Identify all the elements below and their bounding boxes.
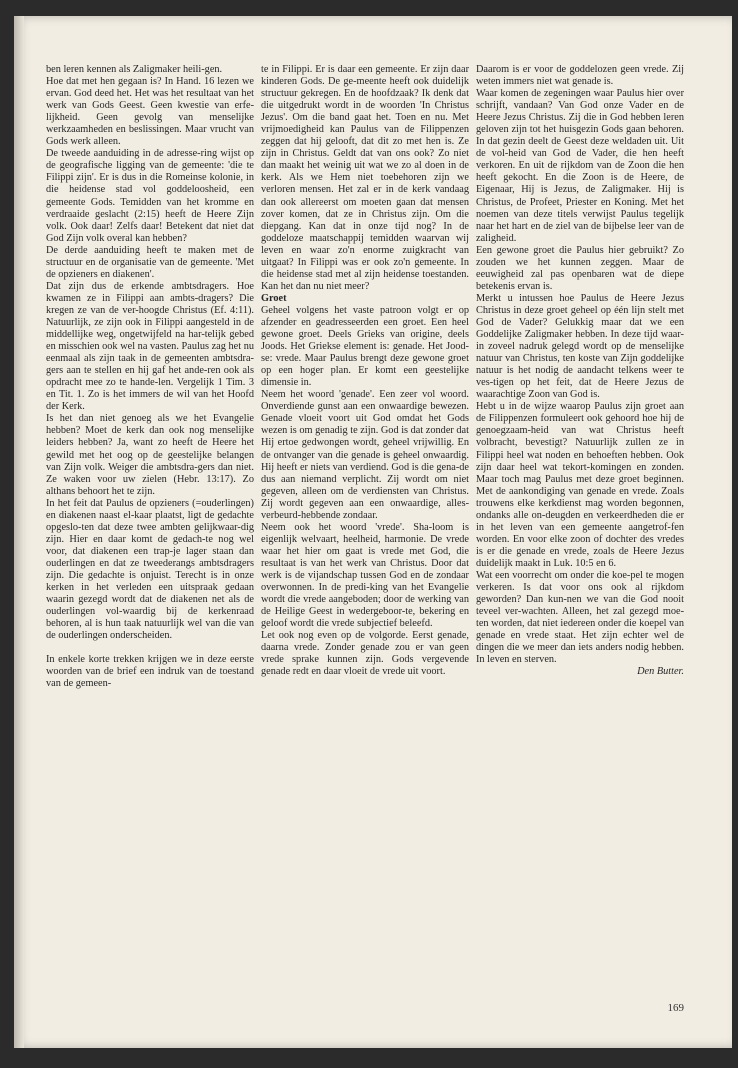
author-signature: Den Butter. xyxy=(637,666,684,678)
paragraph: Neem het woord 'genade'. Een zeer vol woord. Onverdiende gunst aan een onwaardige bewezen. Genade vloeit voort uit God omdat het Gods wezen is om genadig te zijn. God is dat zonder dat Hij ertoe gedwongen wordt, geheel vrijwillig. En de ontvanger van die genade is geheel onwaardig. Hij heeft er niets van verdiend. God is die gena-de dus aan niemand verplicht. Zij wordt om niet gegeven, alleen om de verdiensten van Christus. Zij wordt gegeven aan een onwaardige, alles-verbeurd-hebbende zondaar. xyxy=(261,389,469,521)
magazine-page xyxy=(14,16,732,1048)
page-gutter xyxy=(14,16,24,1048)
paragraph: Wat een voorrecht om onder die koe-pel te mogen verkeren. Is dat voor ons ook al rijkdom geworden? Dan kun-nen we van die God nooit teveel ver-wachten. Alleen, het zal gezegd moe-ten worden, dat niet iedereen onder die koepel van genade en vrede staat. Het zijn echter wel de dingen die we meer dan iets anders nodig hebben. In leven en sterven. xyxy=(476,569,684,666)
column-2 xyxy=(261,64,469,678)
paragraph: Geheel volgens het vaste patroon volgt er op afzender en geadresseerden een groet. Een heel gewone groet. Deels Grieks van origine, deels Joods. Het Griekse element is: genade. Het Jood-se: vrede. Maar Paulus brengt deze gewone groet op een hoger plan. Er komt een geestelijke dimensie in. xyxy=(261,304,469,389)
paragraph: Een gewone groet die Paulus hier gebruikt? Zo zouden we het kunnen zeggen. Maar de eeuwigheid zal pas openbaren wat de diepe betekenis ervan is. xyxy=(476,244,684,292)
paragraph: De derde aanduiding heeft te maken met de structuur en de organisatie van de gemeente. 'Met de opzieners en diakenen'. xyxy=(46,244,254,280)
column-1 xyxy=(46,64,254,690)
paragraph: Hebt u in de wijze waarop Paulus zijn groet aan de Filippenzen formuleert ook gehoord hoe hij de genoegzaam-heid van wat Christus heeft volbracht, bevestigt? Natuurlijk zullen ze in Filippi heel wat noden en behoeften hebben. Ook zijn daar heel wat tekort-komingen en zonden. Maar toch mag Paulus met deze groet beginnen. Met de aankondiging van genade en vrede. Zoals trouwens elke kerkdienst mag worden begonnen, ondanks alle on-deugden en verkeerdheden die er in het leven van een gemeente aangetrof-fen worden. En voor elke zoon of dochter des vredes is er die genade en vrede, zoals de Heere Jezus duidelijk maakt in Luk. 10:5 en 6. xyxy=(476,401,684,569)
page-number: 169 xyxy=(667,1002,684,1014)
paragraph: In enkele korte trekken krijgen we in deze eerste woorden van de brief een indruk van de toestand van de gemeen- xyxy=(46,654,254,690)
paragraph: In het feit dat Paulus de opzieners (=ouderlingen) en diakenen naast el-kaar plaatst, ligt de gedachte opgeslo-ten dat deze twee ambten gelijkwaar-dig zijn. Hier en daar komt de gedach-te nog wel voor, dat diakenen een trap-je lager staan dan ouderlingen en dat ze tweederangs ambtsdragers zijn. Die gedachte is onjuist. Terecht is in onze kerken in het verleden een uitspraak gedaan waarin gezegd wordt dat de diakenen net als de ouderlingen vol-waardig bij de kerkenraad behoren, al is hun taak natuurlijk wel van die van de ouderlingen onderscheiden. xyxy=(46,497,254,642)
paragraph: Is het dan niet genoeg als we het Evangelie hebben? Moet de kerk dan ook nog menselijke leiders hebben? Ja, want zo heeft de Heere het gewild met het oog op de geestelijke belangen van Zijn volk. Weiger die ambtsdra-gers dan niet. Ze waken voor uw zielen (Hebr. 13:17). Zo althans behoort het te zijn. xyxy=(46,413,254,497)
column-3 xyxy=(476,64,684,678)
paragraph: te in Filippi. Er is daar een gemeente. Er zijn daar kinderen Gods. De ge-meente heeft ook duidelijk structuur gekregen. En de hoofdzaak? Ik denk dat die uitgedrukt wordt in de woorden 'In Christus Jezus'. Om die band gaat het. Toen en nu. Met vrijmoedigheid kan Paulus van de Filippenzen zeggen dat hij gelooft, dat dit zo met hen is. Ze zijn in Christus. Geldt dat van ons ook? Zo niet dan maakt het weinig uit wat we zo al doen in de kerk. Als we Hem niet toebehoren zijn we verloren mensen. Het zal er in de kerk vandaag dan ook allereerst om moeten gaan dat mensen zover komen, dat ze in Christus zijn. Om die diepgang. Kan dat in onze tijd nog? In de goddeloze maatschappij temidden waarvan wij leven en waar zo'n enorme zuigkracht van uitgaat? In Filippi was er ook zo'n gemeente. In die heidense stad met al zijn heidense toestanden. Kan het dan nu niet meer? xyxy=(261,64,469,292)
paragraph: Neem ook het woord 'vrede'. Sha-loom is eigenlijk welvaart, heelheid, harmonie. De vrede waar het hier om gaat is vrede met God, die resultaat is van het werk van Christus. Door dat werk is de vijandschap tussen God en de zondaar overwonnen. In de predi-king van het Evangelie wordt die vrede aangeboden; door de werking van de Heilige Geest in wedergeboor-te, bekering en geloof wordt die vrede subjectief beleefd. xyxy=(261,521,469,630)
paragraph: Dat zijn dus de erkende ambtsdragers. Hoe kwamen ze in Filippi aan ambts-dragers? Die kregen ze van de ver-hoogde Christus (Ef. 4:11). Natuurlijk, ze zijn ook in Filippi aangesteld in de middellijke weg, ongetwijfeld na har-telijk gebed en misschien ook wel na vasten. Paulus zag het nu eenmaal als zijn taak in de gemeenten ambtsdra-gers aan te stellen en hij gaf het ande-ren ook als opdracht mee zo te hande-len. Vergelijk 1 Tim. 3 en Tit. 1. Zo is het immers de wil van het Hoofd der Kerk. xyxy=(46,280,254,413)
paragraph: Waar komen de zegeningen waar Paulus hier over schrijft, vandaan? Van God onze Vader en de Heere Jezus Christus. Zij die in God hebben leren geloven zijn tot het huisgezin Gods gaan behoren. In dat gezin deelt de Geest deze weldaden uit. Uit de vol-heid van God de Vader, die hen heeft verkoren. En uit de rijkdom van de Zoon die hen heeft gekocht. En die Zoon is de Heere, de Eigenaar, Hij is Jezus, de Zaligmaker. Hij is Christus, de Profeet, Priester en Koning. Met het noemen van deze titels verwijst Paulus tegelijk naar het hart en de ziel van de bijbelse leer van de zaligheid. xyxy=(476,88,684,244)
paragraph: ben leren kennen als Zaligmaker heili-gen. xyxy=(46,64,223,75)
paragraph: Hoe dat met hen gegaan is? In Hand. 16 lezen we ervan. God deed het. Het was het resultaat van het werk van Gods Geest. Geen kwestie van erfe-lijkheid. Geen gevolg van menselijke werkzaamheden en beslissingen. Maar vrucht van Gods werk alleen. xyxy=(46,76,254,148)
paragraph: Let ook nog even op de volgorde. Eerst genade, daarna vrede. Zonder genade zou er van geen vrede sprake kunnen zijn. Gods vergevende genade redt en daar vloeit de vrede uit voort. xyxy=(261,630,469,678)
paragraph: De tweede aanduiding in de adresse-ring wijst op de geografische ligging van de gemeente: 'die te Filippi zijn'. Er is dus in die Romeinse kolonie, in die heidense stad vol goddeloosheid, een gemeente Gods. Temidden van het kromme en verdraaide geslacht (2:15) heeft de Heere Zijn volk. Ook daar! Zelfs daar! Betekent dat niet dat God Zijn volk overal kan hebben? xyxy=(46,148,254,244)
paragraph: Daarom is er voor de goddelozen geen vrede. Zij weten immers niet wat genade is. xyxy=(476,64,684,88)
paragraph: Merkt u intussen hoe Paulus de Heere Jezus Christus in deze groet geheel op één lijn stelt met God de Vader? Gelukkig maar dat we een Goddelijke Zaligmaker hebben. In deze tijd waar-in zoveel nadruk gelegd wordt op de menselijke natuur van Christus, ten koste van Zijn goddelijke natuur is het nodig de aandacht telkens weer te ves-tigen op het feit, dat de Heere Jezus de waarachtige Zoon van God is. xyxy=(476,292,684,401)
section-heading: Groet xyxy=(261,292,287,304)
